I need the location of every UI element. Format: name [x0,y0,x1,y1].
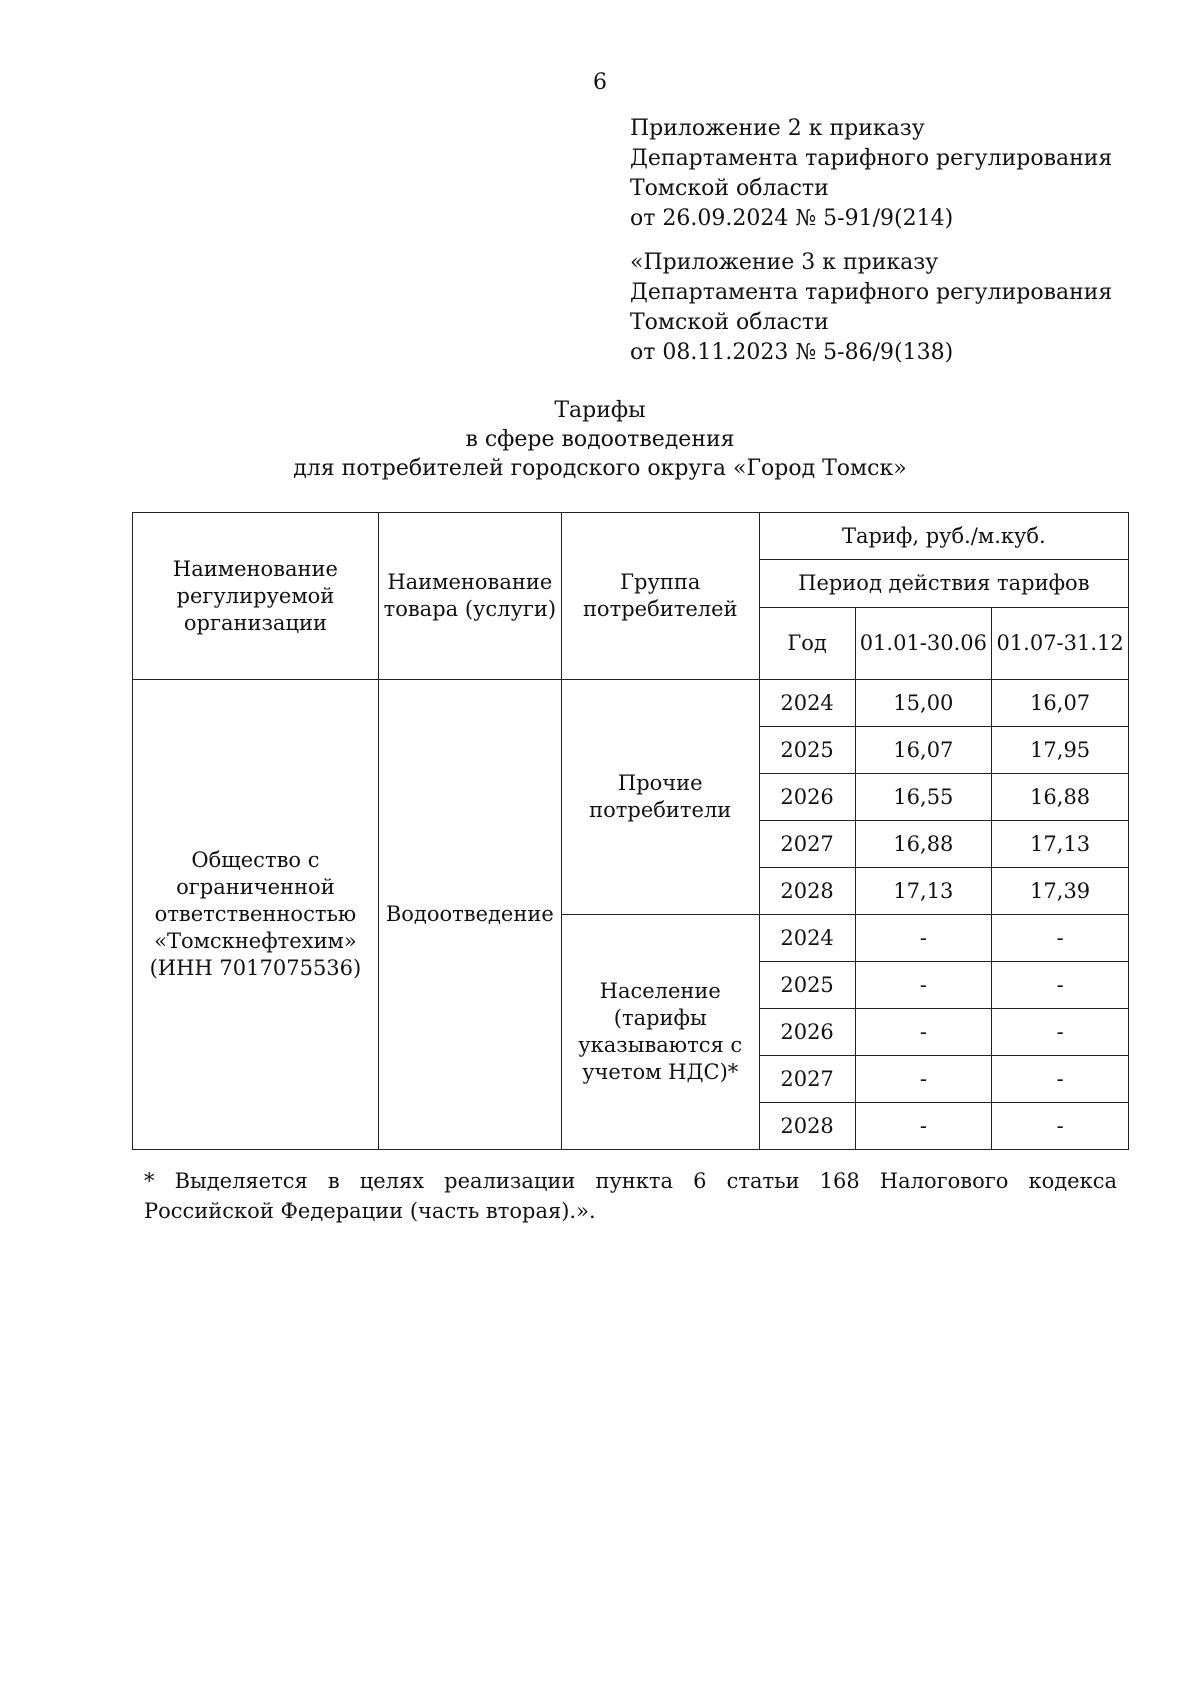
tariff-second-half-cell: - [992,1103,1129,1150]
header-period-first-half: 01.01-30.06 [855,608,992,680]
year-cell: 2025 [759,727,855,774]
title-line: для потребителей городского округа «Город Томск» [293,456,907,481]
tariff-first-half-cell: 16,88 [855,821,992,868]
header-organization: Наименование регулируемой организации [133,513,379,680]
tariff-first-half-cell: - [855,1056,992,1103]
year-cell: 2028 [759,1103,855,1150]
appendix-current-reference [630,114,1112,234]
page-number: 6 [593,70,607,95]
year-cell: 2024 [759,680,855,727]
year-cell: 2024 [759,915,855,962]
tariff-second-half-cell: 17,13 [992,821,1129,868]
header-year: Год [759,608,855,680]
title-line: Тарифы [554,398,646,423]
year-cell: 2028 [759,868,855,915]
tariff-first-half-cell: - [855,915,992,962]
appendix-line: Департамента тарифного регулирования [630,280,1113,305]
appendix-line: «Приложение 3 к приказу [630,250,939,275]
tariff-first-half-cell: - [855,1103,992,1150]
consumer-group-cell: Население (тарифы указываются с учетом НДС)* [561,915,759,1150]
tariff-second-half-cell: 16,88 [992,774,1129,821]
year-cell: 2026 [759,1009,855,1056]
document-title [0,396,1200,483]
year-cell: 2026 [759,774,855,821]
appendix-line: Томской области [630,310,829,335]
tariff-first-half-cell: 17,13 [855,868,992,915]
year-cell: 2025 [759,962,855,1009]
header-tariff: Тариф, руб./м.куб. [759,513,1128,560]
tariff-first-half-cell: 15,00 [855,680,992,727]
header-consumer-group: Группа потребителей [561,513,759,680]
tariff-second-half-cell: 17,39 [992,868,1129,915]
appendix-line: от 08.11.2023 № 5-86/9(138) [630,340,954,365]
year-cell: 2027 [759,1056,855,1103]
tariff-second-half-cell: - [992,915,1129,962]
tariff-second-half-cell: - [992,1056,1129,1103]
tariff-second-half-cell: 17,95 [992,727,1129,774]
consumer-group-cell: Прочие потребители [561,680,759,915]
tariff-table [132,512,1129,1150]
tariff-first-half-cell: 16,55 [855,774,992,821]
year-cell: 2027 [759,821,855,868]
appendix-line: Томской области [630,176,829,201]
tariff-first-half-cell: 16,07 [855,727,992,774]
title-line: в сфере водоотведения [465,427,735,452]
tariff-second-half-cell: 16,07 [992,680,1129,727]
header-period: Период действия тарифов [759,560,1128,608]
tariff-first-half-cell: - [855,1009,992,1056]
tariff-second-half-cell: - [992,962,1129,1009]
header-service: Наименование товара (услуги) [378,513,561,680]
appendix-previous-reference [630,248,1112,368]
service-name-cell: Водоотведение [378,680,561,1150]
footnote: * Выделяется в целях реализации пункта 6 статьи 168 Налогового кодекса Российской Федерации (часть вторая).». [144,1169,1117,1223]
organization-name-cell: Общество с ограниченной ответственностью «Томскнефтехим» (ИНН 7017075536) [133,680,379,1150]
appendix-line: Департамента тарифного регулирования [630,146,1113,171]
tariff-second-half-cell: - [992,1009,1129,1056]
header-period-second-half: 01.07-31.12 [992,608,1129,680]
tariff-first-half-cell: - [855,962,992,1009]
appendix-line: Приложение 2 к приказу [630,116,925,141]
table-row [133,680,1129,727]
appendix-line: от 26.09.2024 № 5-91/9(214) [630,206,954,231]
